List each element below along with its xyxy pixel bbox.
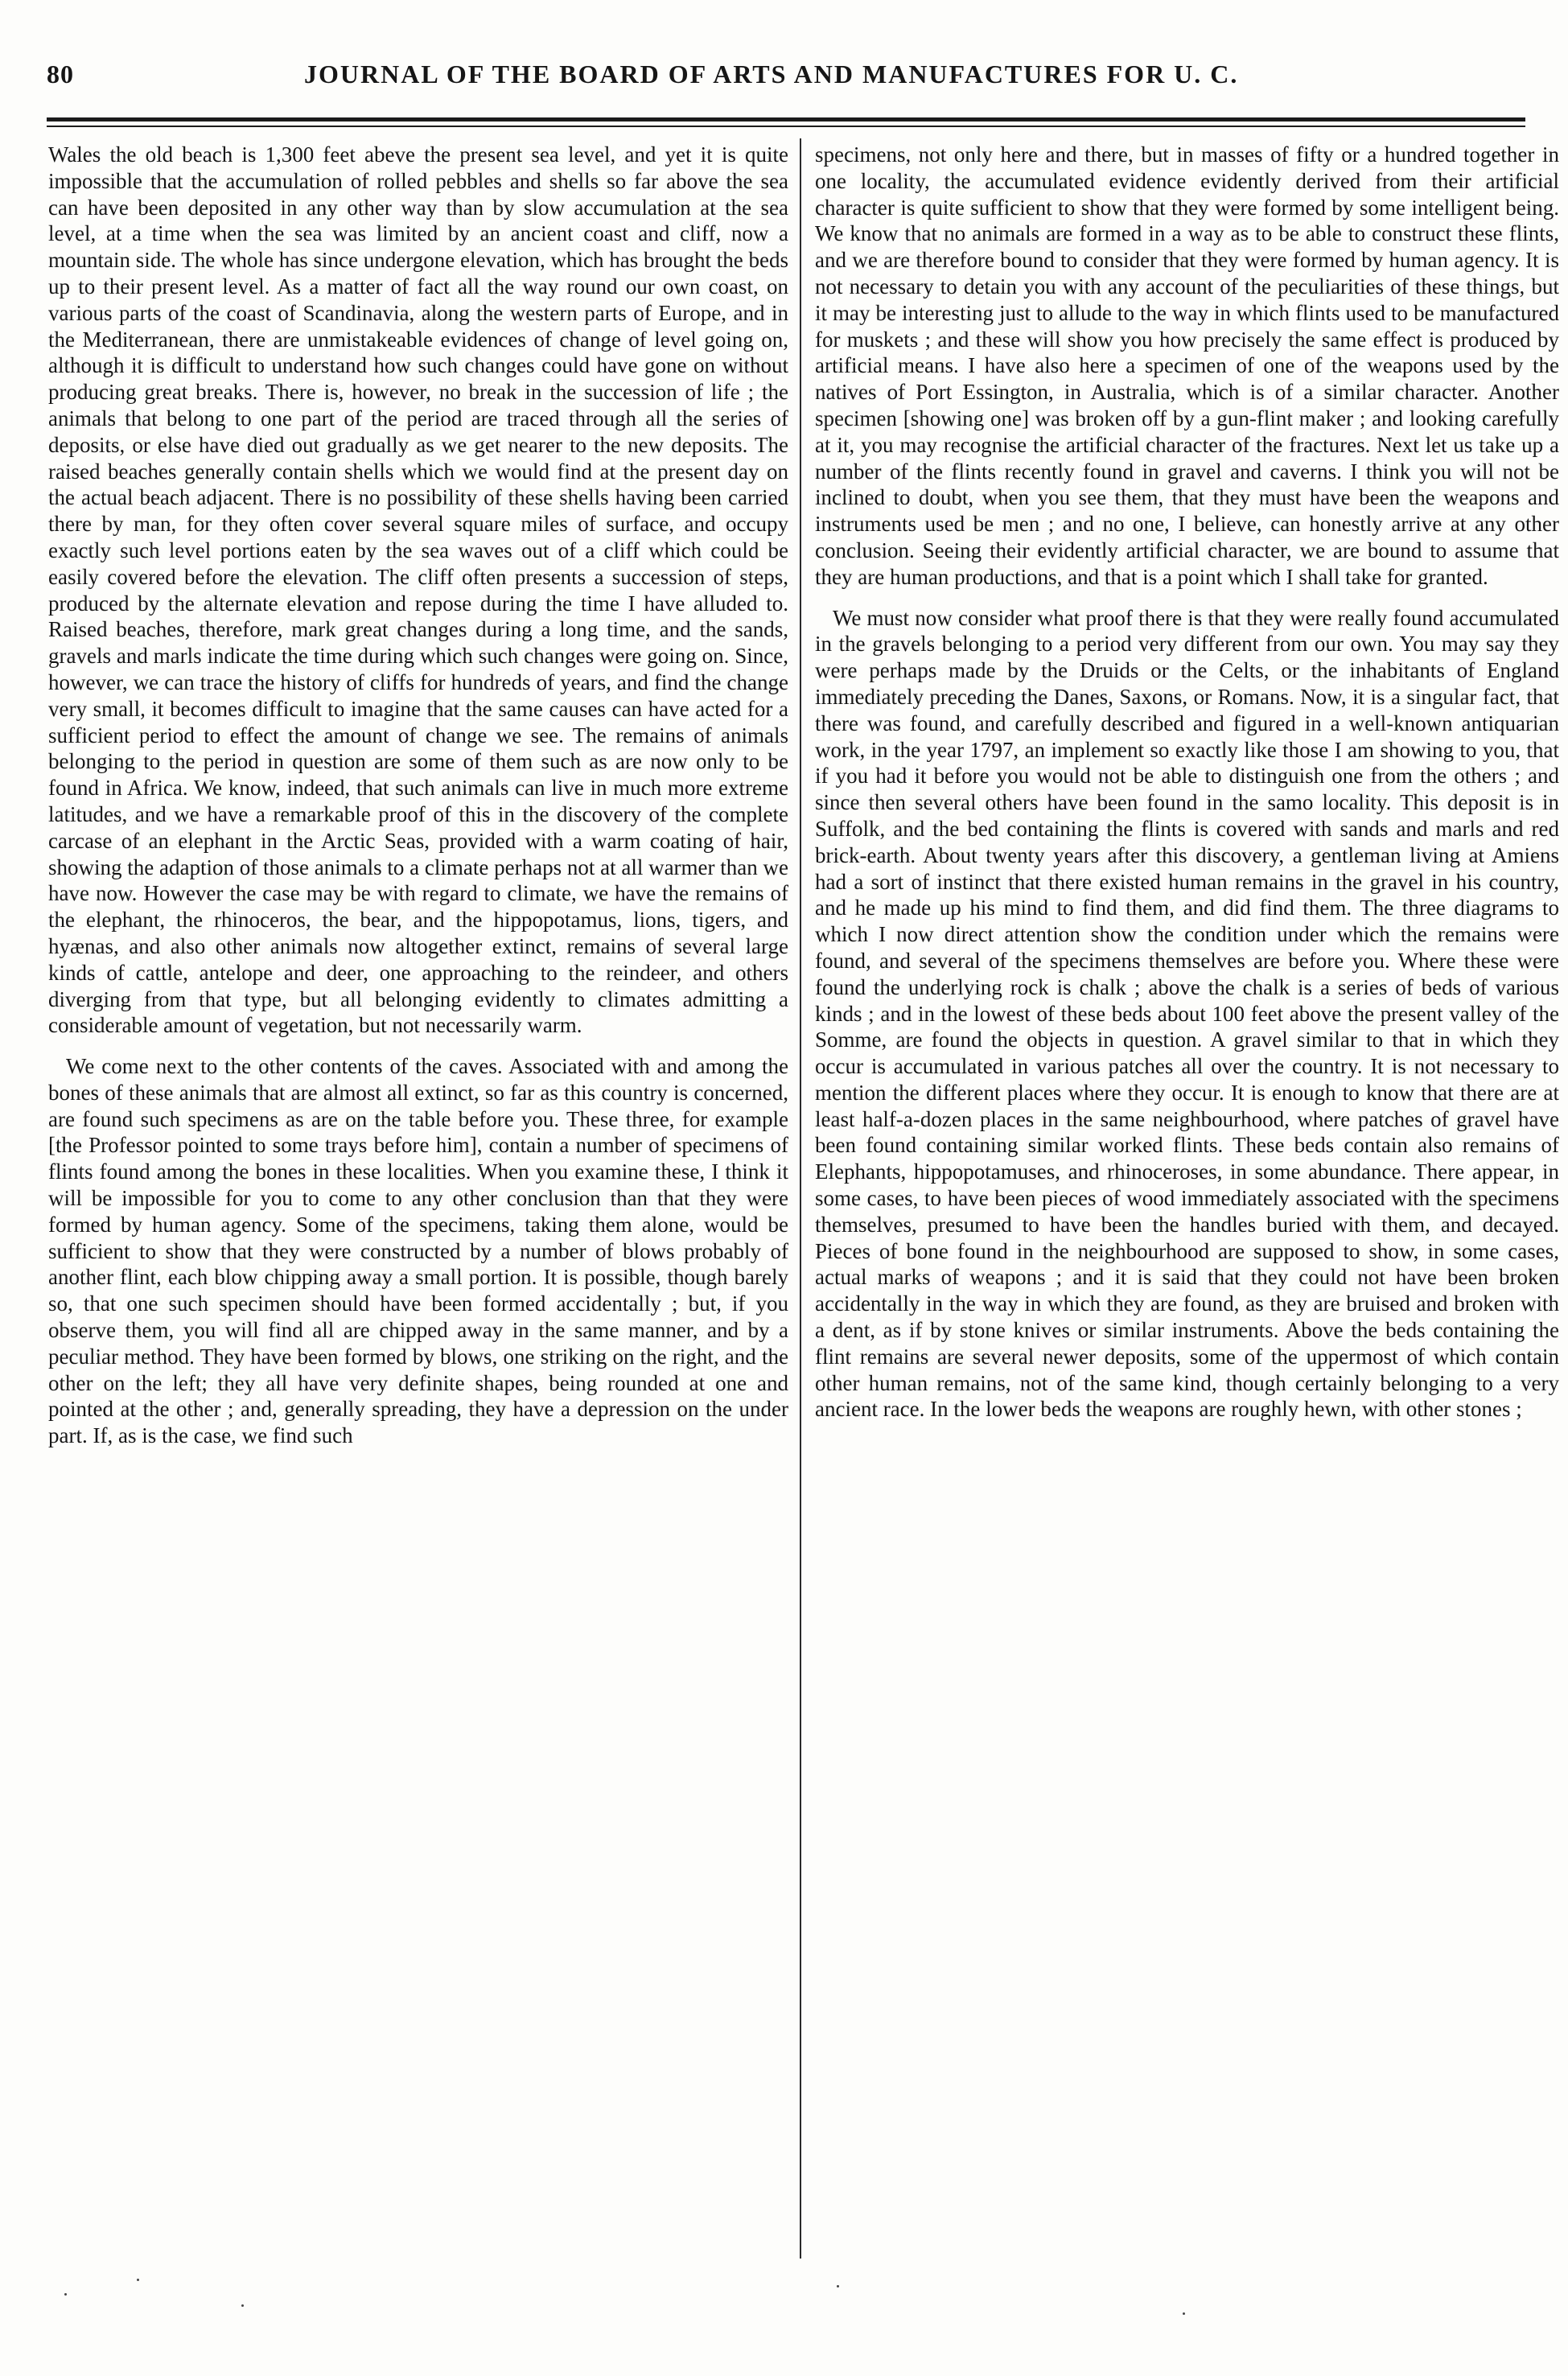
column-divider (800, 138, 801, 2259)
speck (1183, 2312, 1185, 2315)
speck (137, 2279, 139, 2281)
speck (837, 2285, 839, 2287)
left-column (48, 142, 788, 1464)
speck (64, 2293, 67, 2296)
right-column (815, 142, 1559, 1437)
page-number: 80 (47, 60, 74, 89)
page-header (47, 48, 1525, 105)
running-title: JOURNAL OF THE BOARD OF ARTS AND MANUFACTURES FOR U. C. (304, 60, 1239, 89)
left-paragraph-2: We come next to the other contents of the caves. Associated with and among the bones of these animals that are almost all extinct, so far as this country is concerned, are found such specimens as are on the table before you. These three, for example [the Professor pointed to some trays before him], contain a number of specimens of flints found among the bones in these localities. When you examine these, I think it will be impossible for you to come to any other conclusion than that they were formed by human agency. Some of the specimens, taking them alone, would be sufficient to show that they were constructed by a number of blows probably of another flint, each blow chipping away a small portion. It is possible, though barely so, that one such specimen should have been formed accidentally ; but, if you observe them, you will find all are chipped away in the same manner, and by a peculiar method. They have been formed by blows, one striking on the right, and the other on the left; they all have very definite shapes, being rounded at one and pointed at the other ; and, generally spreading, they have a depression on the under part. If, as is the case, we find such (48, 1054, 788, 1448)
speck (241, 2304, 244, 2307)
left-paragraph-1: Wales the old beach is 1,300 feet abeve the present sea level, and yet it is quite impossible that the accumulation of rolled pebbles and shells so far above the sea can have been deposited in any other way than by slow accumulation at the sea level, at a time when the sea was limited by an ancient coast and cliff, now a mountain side. The whole has since undergone elevation, which has brought the beds up to their present level. As a matter of fact all the way round our own coast, on various parts of the coast of Scandinavia, along the western parts of Europe, and in the Mediterranean, there are unmistakeable evidences of change of level going on, although it is difficult to understand how such changes could have gone on without producing great breaks. There is, however, no break in the succession of life ; the animals that belong to one part of the period are traced through all the series of deposits, or else have died out gradually as we get nearer to the new deposits. The raised beaches generally contain shells which we would find at the present day on the actual beach adjacent. There is no possibility of these shells having been carried there by man, for they often cover several square miles of surface, and occupy exactly such level portions eaten by the sea waves out of a cliff which could be easily covered before the elevation. The cliff often presents a succession of steps, produced by the alternate elevation and repose during the time I have alluded to. Raised beaches, therefore, mark great changes during a long time, and the sands, gravels and marls indicate the time during which such changes were going on. Since, however, we can trace the history of cliffs for hundreds of years, and find the change very small, it becomes difficult to imagine that the same causes can have acted for a sufficient period to effect the amount of change we see. The remains of animals belonging to the period in question are some of them such as are now only to be found in Africa. We know, indeed, that such animals can live in much more extreme latitudes, and we have a remarkable proof of this in the discovery of the complete carcase of an elephant in the Arctic Seas, provided with a warm coating of hair, showing the adaption of those animals to a climate perhaps not at all warmer than we have now. However the case may be with regard to climate, we have the remains of the elephant, the rhinoceros, the bear, and the hippopotamus, lions, tigers, and hyænas, and also other animals now altogether extinct, remains of several large kinds of cattle, antelope and deer, one approaching to the reindeer, and others diverging from that type, but all belonging evidently to climates admitting a considerable amount of vegetation, but not necessarily warm. (48, 142, 788, 1038)
right-paragraph-2: We must now consider what proof there is that they were really found accumulated in the gravels belonging to a period very different from our own. You may say they were perhaps made by the Druids or the Celts, or the inhabitants of England immediately preceding the Danes, Saxons, or Romans. Now, it is a singular fact, that there was found, and carefully described and figured in a well-known antiquarian work, in the year 1797, an implement so exactly like those I am showing to you, that if you had it before you would not be able to distinguish one from the others ; and since then several others have been found in the samo locality. This deposit is in Suffolk, and the bed containing the flints is covered with sands and marls and red brick-earth. About twenty years after this discovery, a gentleman living at Amiens had a sort of instinct that there existed human remains in the gravel in his country, and he made up his mind to find them, and did find them. The three diagrams to which I now direct attention show the condition under which the remains were found, and several of the specimens themselves are before you. Where these were found the underlying rock is chalk ; above the chalk is a series of beds of various kinds ; and in the lowest of these beds about 100 feet above the present valley of the Somme, are found the objects in question. A gravel similar to that in which they occur is accumulated in various patches all over the country. It is not necessary to mention the different places where they occur. It is enough to know that there are at least half-a-dozen places in the same neighbourhood, where patches of gravel have been found containing similar worked flints. These beds contain also remains of Elephants, hippopotamuses, and rhinoceroses, in some abundance. There appear, in some cases, to have been pieces of wood immediately associated with the specimens themselves, presumed to have been the handles buried with them, and decayed. Pieces of bone found in the neighbourhood are supposed to show, in some cases, actual marks of weapons ; and it is said that they could not have been broken accidentally in the way in which they are found, as they are bruised and broken with a dent, as if by stone knives or similar instruments. Above the beds containing the flint remains are several newer deposits, some of the uppermost of which contain other human remains, not of the same kind, though certainly belonging to a very ancient race. In the lower beds the weapons are roughly hewn, with other stones ; (815, 605, 1559, 1422)
header-rule-thin (47, 126, 1525, 127)
print-specks (48, 2269, 1527, 2349)
header-rule-thick (47, 117, 1525, 121)
right-paragraph-1: specimens, not only here and there, but in masses of fifty or a hundred together in one locality, the accumulated evidence evidently derived from their artificial character is quite sufficient to show that they were formed by some intelligent being. We know that no animals are formed in a way as to be able to construct these flints, and we are therefore bound to consider that they were formed by human agency. It is not necessary to detain you with any account of the peculiarities of these things, but it may be interesting just to allude to the way in which flints used to be manufactured for muskets ; and these will show you how precisely the same effect is produced by artificial means. I have also here a specimen of one of the weapons used by the natives of Port Essington, in Australia, which is of a similar character. Another specimen [showing one] was broken off by a gun-flint maker ; and looking carefully at it, you may recognise the artificial character of the fractures. Next let us take up a number of the flints recently found in gravel and caverns. I think you will not be inclined to doubt, when you see them, that they must have been the weapons and instruments used be men ; and no one, I believe, can honestly arrive at any other conclusion. Seeing their evidently artificial character, we are bound to assume that they are human productions, and that is a point which I shall take for granted. (815, 142, 1559, 589)
